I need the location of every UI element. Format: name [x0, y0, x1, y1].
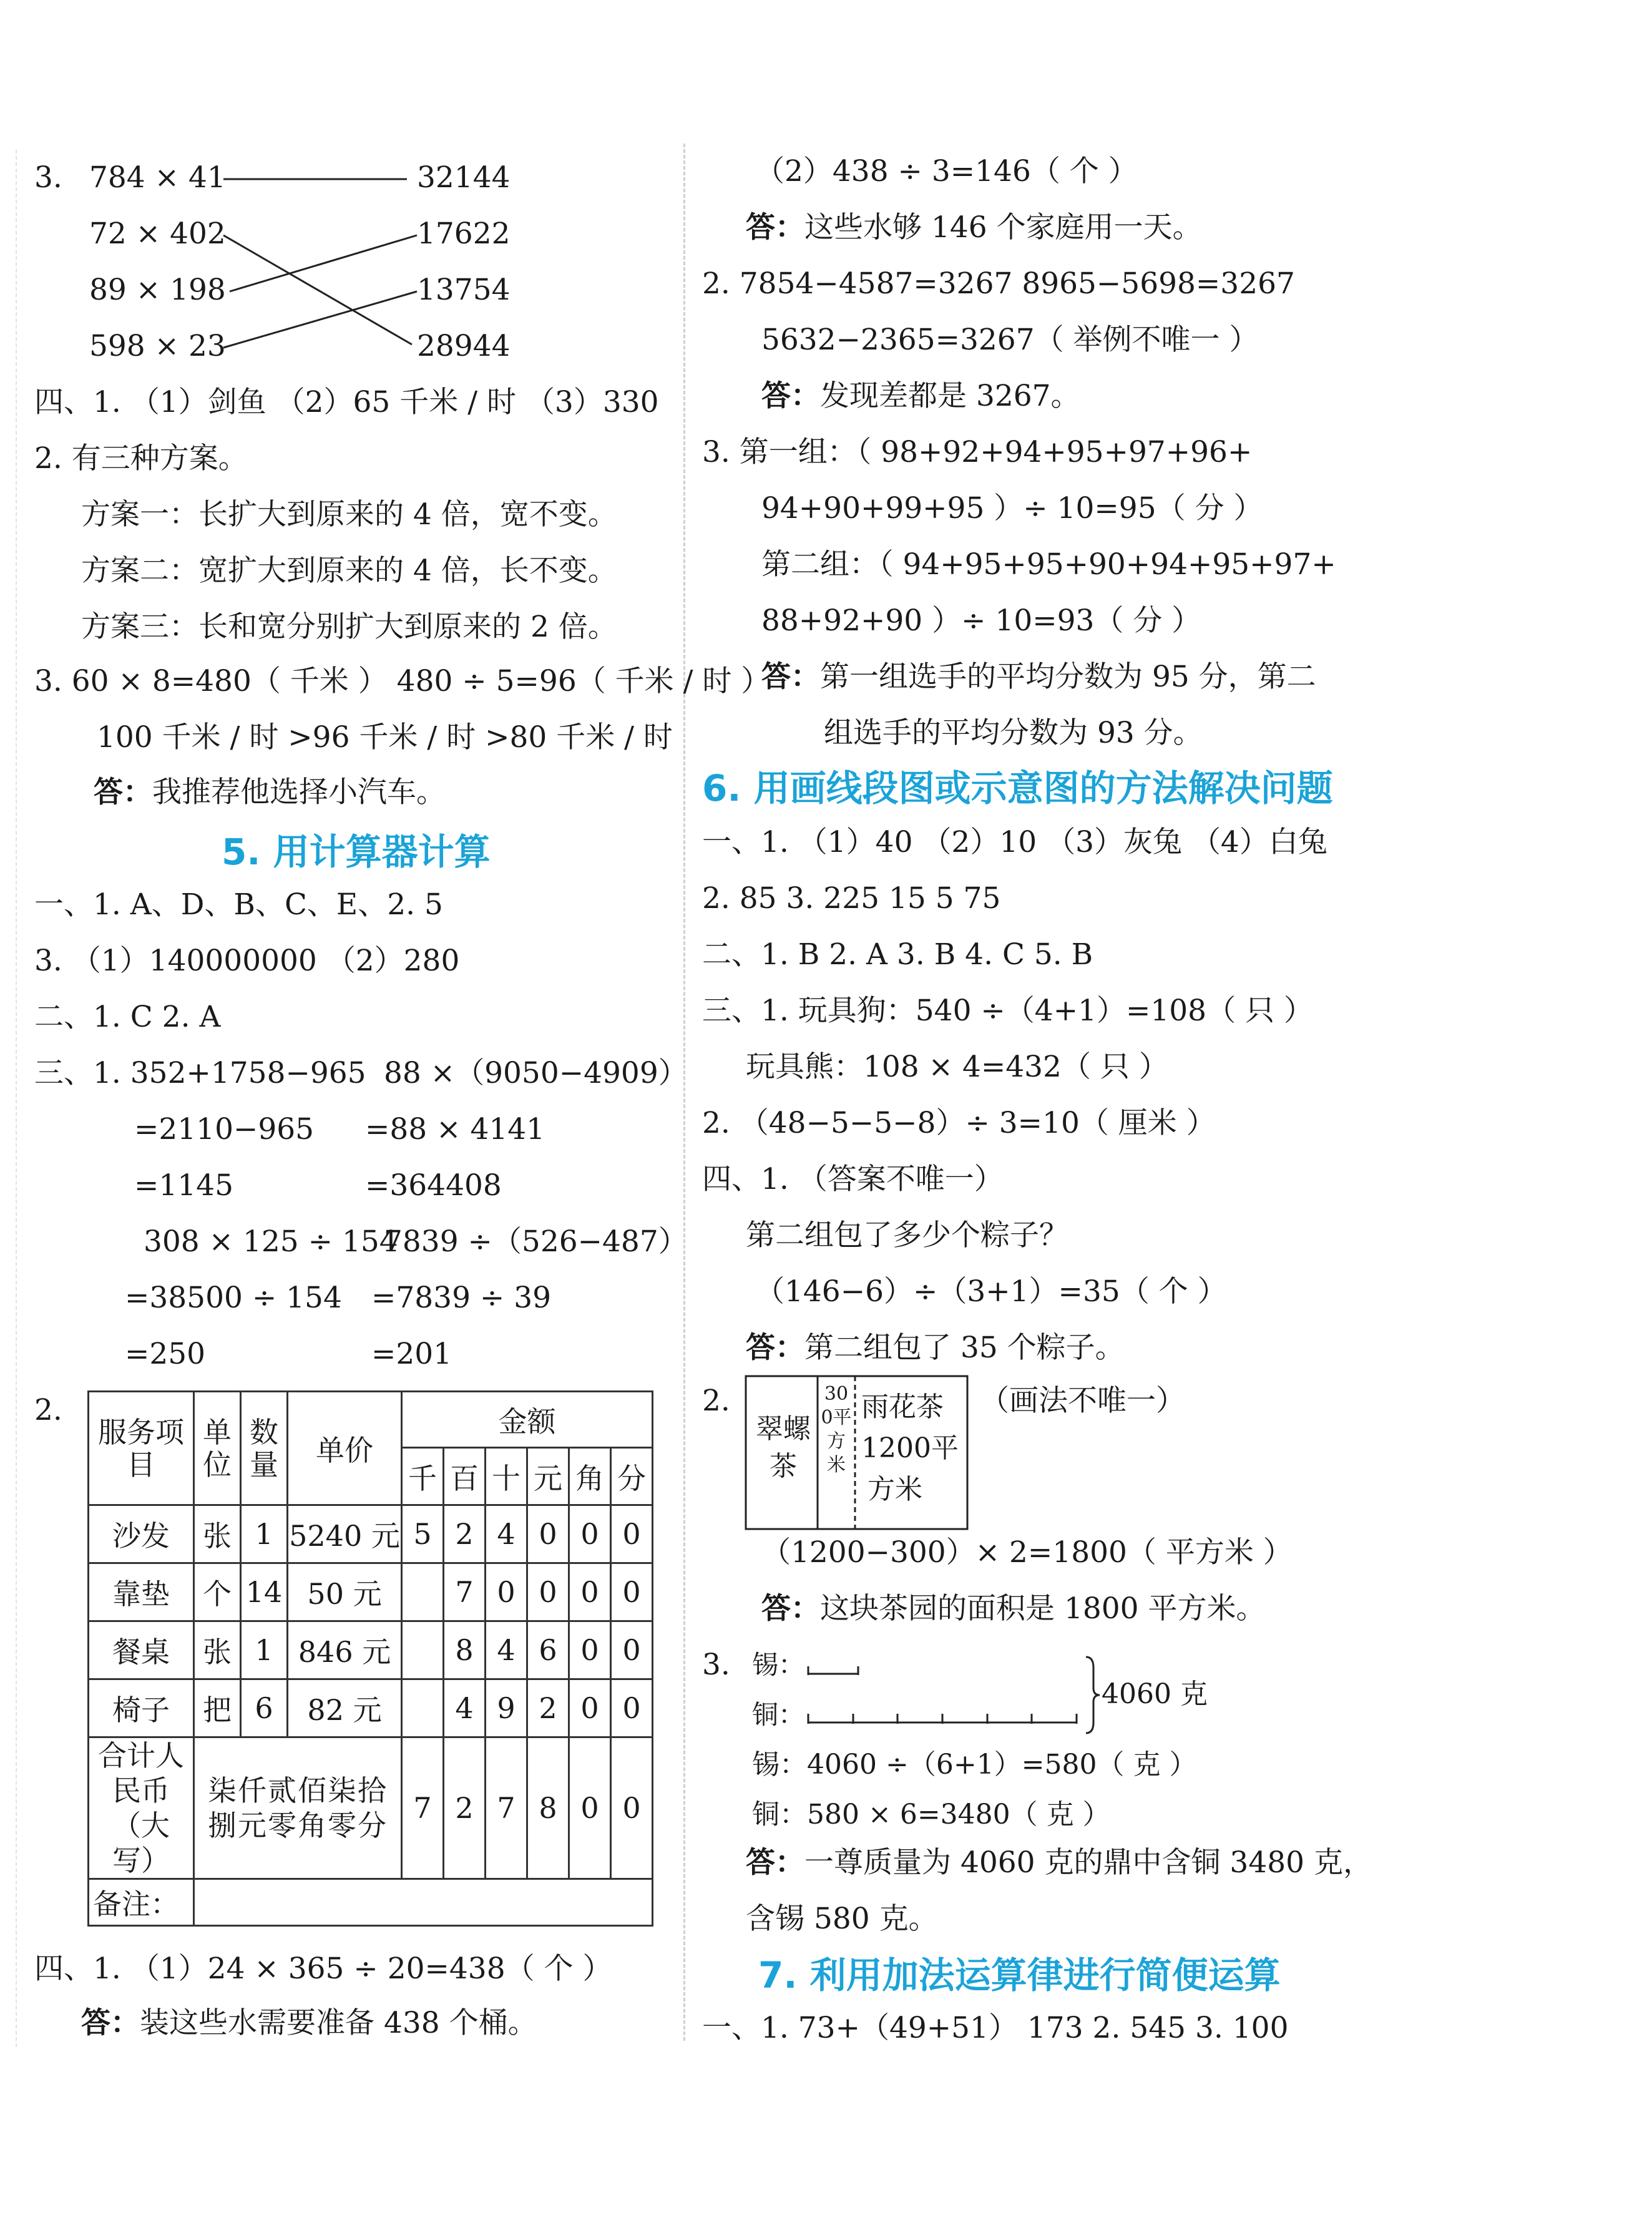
cell-unit: 张: [194, 1505, 241, 1563]
sec6-3: 二、1. B 2. A 3. B 4. C 5. B: [702, 937, 1093, 972]
cell-digit: 5: [402, 1505, 444, 1563]
cell-digit: 4: [486, 1505, 527, 1563]
sec5-2: 3. （1）140000000 （2）280: [34, 944, 460, 978]
sec6-8: 第二组包了多少个粽子？: [746, 1218, 1068, 1253]
diagram-right-l1: 雨花茶: [861, 1391, 944, 1423]
cell-digit: 0: [527, 1505, 569, 1563]
cell-note-label: 备注：: [89, 1879, 194, 1926]
cell-digit: 0: [611, 1563, 653, 1621]
th-digit: 千: [402, 1448, 444, 1505]
cell-digit: 0: [611, 1505, 653, 1563]
segment-copper: [808, 1714, 1077, 1724]
sec6-10: （1200−300）× 2=1800（ 平方米 ）: [761, 1535, 1293, 1570]
cell-item: 靠垫: [89, 1563, 194, 1621]
answer-text: 第二组包了 35 个粽子。: [804, 1331, 1125, 1365]
cell-qty: 14: [241, 1563, 288, 1621]
sec4-q1: 四、1. （1）剑鱼 （2）65 千米 / 时 （3）330: [34, 385, 659, 419]
cell-digit: 0: [611, 1679, 653, 1737]
calc-a6: =250: [125, 1337, 206, 1371]
answer-label: 答：: [761, 660, 820, 694]
answer-label: 答：: [746, 1845, 804, 1880]
calc-b5: =7839 ÷ 39: [371, 1281, 552, 1315]
sec4b-q1: 四、1. （1）24 × 365 ÷ 20=438（ 个 ）: [34, 1952, 612, 1986]
cell-digit: 2: [444, 1505, 486, 1563]
cell-digit: 8: [527, 1737, 569, 1879]
cell-digit: 0: [569, 1737, 611, 1879]
plan-1: 方案一：长扩大到原来的 4 倍，宽不变。: [81, 497, 617, 532]
sec6-9: （146−6）÷（3+1）=35（ 个 ）: [755, 1274, 1227, 1309]
calc-a5: =38500 ÷ 154: [125, 1281, 342, 1315]
answer-6: [746, 1329, 1125, 1367]
cell-digit: 9: [486, 1679, 527, 1737]
diagram-right-l3: 方米: [868, 1473, 922, 1505]
calc-a3: =1145: [134, 1168, 233, 1203]
match-right-3: 13754: [417, 273, 511, 307]
cell-digit: 4: [444, 1679, 486, 1737]
th-qty: 数量: [241, 1392, 288, 1505]
answer-text: 我推荐他选择小汽车。: [152, 775, 446, 809]
cell-price: 5240 元: [288, 1505, 402, 1563]
sec6-2: 2. 85 3. 225 15 5 75: [702, 881, 1001, 916]
answer-text: 这些水够 146 个家庭用一天。: [804, 210, 1202, 245]
th-digit: 角: [569, 1448, 611, 1505]
calc-b1: 88 ×（9050−4909）: [384, 1056, 688, 1090]
cell-digit: 0: [527, 1563, 569, 1621]
cell-note-value: [194, 1879, 653, 1926]
answer-5: [761, 658, 1316, 696]
table-row: [89, 1679, 653, 1737]
cell-digit: 0: [569, 1679, 611, 1737]
segment-tin: [808, 1666, 858, 1675]
invoice-table: [87, 1390, 653, 1927]
th-digit: 百: [444, 1448, 486, 1505]
match-right-2: 17622: [417, 217, 511, 251]
segment-tin-label: 锡：: [752, 1649, 805, 1680]
calc-b4: 7839 ÷（526−487）: [384, 1224, 688, 1259]
match-left-1: 784 × 41: [89, 160, 226, 195]
plan-2: 方案二：宽扩大到原来的 4 倍，长不变。: [81, 554, 617, 588]
diagram-right-l2: 1200平: [861, 1432, 959, 1464]
cell-price: 50 元: [288, 1563, 402, 1621]
answer-3: [746, 209, 1202, 247]
table-row: [89, 1621, 653, 1679]
sec4-q2: 2. 有三种方案。: [34, 441, 248, 476]
sec5-1: 一、1. A、D、B、C、E、2. 5: [34, 887, 443, 922]
cell-digit: 0: [569, 1505, 611, 1563]
cell-digit: [402, 1679, 444, 1737]
answer-label: 答：: [94, 775, 152, 809]
sec6-7: 四、1. （答案不唯一）: [702, 1162, 1004, 1196]
cell-digit: 0: [486, 1563, 527, 1621]
cell-digit: 7: [444, 1563, 486, 1621]
cell-total-label: 合计人民币（大写）: [89, 1737, 194, 1879]
table-note-row: [89, 1879, 653, 1926]
cell-digit: 7: [486, 1737, 527, 1879]
segment-brace: [1086, 1657, 1100, 1733]
cell-digit: [402, 1621, 444, 1679]
cell-digit: 0: [611, 1621, 653, 1679]
calc-a1: 三、1. 352+1758−965: [34, 1056, 366, 1090]
match-line-4: [223, 291, 417, 348]
answer-8: [746, 1844, 1372, 1882]
sec7-1: 一、1. 73+（49+51） 173 2. 545 3. 100: [702, 2011, 1289, 2045]
th-unit: 单位: [194, 1392, 241, 1505]
match-right-4: 28944: [417, 329, 511, 363]
cell-digit: 0: [569, 1563, 611, 1621]
sec6-6: 2. （48−5−5−8）÷ 3=10（ 厘米 ）: [702, 1106, 1216, 1140]
cell-total-words: 柒仟贰佰柒拾捌元零角零分: [194, 1737, 402, 1879]
match-left-2: 72 × 402: [89, 217, 226, 251]
sec6-11: 锡：4060 ÷（6+1）=580（ 克 ）: [752, 1749, 1197, 1781]
cell-item: 餐桌: [89, 1621, 194, 1679]
segment-total-label: 4060 克: [1102, 1678, 1208, 1710]
answer-text: 一尊质量为 4060 克的鼎中含铜 3480 克，: [804, 1845, 1372, 1880]
cell-digit: 2: [527, 1679, 569, 1737]
calc-a4: 308 × 125 ÷ 154: [144, 1224, 398, 1259]
th-price: 单价: [288, 1392, 402, 1505]
cell-qty: 1: [241, 1505, 288, 1563]
cell-qty: 6: [241, 1679, 288, 1737]
r-line-2: 2. 7854−4587=3267 8965−5698=3267: [702, 266, 1295, 301]
table-row: [89, 1563, 653, 1621]
cell-digit: 2: [444, 1737, 486, 1879]
answer-label: 答：: [746, 1331, 804, 1365]
answer-7: [761, 1590, 1266, 1628]
r-line-4: 3. 第一组：（ 98+92+94+95+97+96+: [702, 435, 1253, 469]
q3-number: 3.: [34, 160, 62, 195]
answer-label: 答：: [761, 379, 820, 413]
diagram-left-label: 翠螺茶: [756, 1413, 811, 1482]
cell-digit: 6: [527, 1621, 569, 1679]
section-heading-5: 5. 用计算器计算: [222, 831, 491, 873]
cell-unit: 把: [194, 1679, 241, 1737]
th-digit: 分: [611, 1448, 653, 1505]
segment-copper-label: 铜：: [752, 1699, 805, 1730]
answer-5-cont: 组选手的平均分数为 93 分。: [824, 716, 1203, 750]
cell-digit: 4: [486, 1621, 527, 1679]
sec4-q3: 3. 60 × 8=480（ 千米 ） 480 ÷ 5=96（ 千米 / 时 ）: [34, 664, 771, 698]
sec6-12: 铜：580 × 6=3480（ 克 ）: [752, 1799, 1110, 1830]
table-row: [89, 1505, 653, 1563]
calc-a2: =2110−965: [134, 1112, 315, 1146]
match-left-3: 89 × 198: [89, 273, 226, 307]
sec6-1: 一、1. （1）40 （2）10 （3）灰兔 （4）白兔: [702, 825, 1327, 859]
answer-text: 发现差都是 3267。: [820, 379, 1080, 413]
cell-unit: 张: [194, 1621, 241, 1679]
answer-text: 第一组选手的平均分数为 95 分，第二: [820, 660, 1316, 694]
table-number: 2.: [34, 1393, 62, 1427]
match-left-4: 598 × 23: [89, 329, 226, 363]
cell-qty: 1: [241, 1621, 288, 1679]
answer-label: 答：: [746, 210, 804, 245]
calc-b3: =364408: [365, 1168, 502, 1203]
sec5-3: 二、1. C 2. A: [34, 1000, 221, 1034]
match-line-3: [230, 235, 417, 291]
cell-digit: 8: [444, 1621, 486, 1679]
diagram-note: （画法不唯一）: [980, 1384, 1185, 1418]
sec6-4: 三、1. 玩具狗：540 ÷（4+1）=108（ 只 ）: [702, 994, 1313, 1028]
th-digit: 元: [527, 1448, 569, 1505]
cell-item: 椅子: [89, 1679, 194, 1737]
th-amount: 金额: [402, 1392, 653, 1448]
r-line-7: 88+92+90 ）÷ 10=93（ 分 ）: [761, 603, 1201, 638]
match-line-2: [223, 235, 412, 344]
cell-unit: 个: [194, 1563, 241, 1621]
cell-digit: 0: [611, 1737, 653, 1879]
match-right-1: 32144: [417, 160, 511, 195]
answer-8-cont: 含锡 580 克。: [746, 1902, 938, 1936]
answer-4: [761, 378, 1080, 415]
answer-2: [81, 2005, 537, 2042]
r-line-5: 94+90+99+95 ）÷ 10=95（ 分 ）: [761, 491, 1263, 525]
r-line-1: （2）438 ÷ 3=146（ 个 ）: [755, 154, 1138, 188]
diagram-number: 2.: [702, 1384, 730, 1418]
answer-label: 答：: [761, 1591, 820, 1626]
plan-3: 方案三：长和宽分别扩大到原来的 2 倍。: [81, 610, 617, 644]
answer-text: 装这些水需要准备 438 个桶。: [140, 2006, 537, 2040]
cell-digit: [402, 1563, 444, 1621]
cell-price: 846 元: [288, 1621, 402, 1679]
answer-1: [94, 774, 446, 811]
cell-digit: 0: [569, 1621, 611, 1679]
section-heading-7: 7. 利用加法运算律进行简便运算: [758, 1954, 1281, 1996]
th-digit: 十: [486, 1448, 527, 1505]
diagram-mid-label: 300平方米: [821, 1383, 852, 1476]
answer-label: 答：: [81, 2006, 140, 2040]
answer-text: 这块茶园的面积是 1800 平方米。: [820, 1591, 1266, 1626]
cell-price: 82 元: [288, 1679, 402, 1737]
table-total-row: [89, 1737, 653, 1879]
cell-digit: 7: [402, 1737, 444, 1879]
th-item: 服务项目: [89, 1392, 194, 1505]
calc-b6: =201: [371, 1337, 452, 1371]
segment-number: 3.: [702, 1648, 730, 1682]
calc-b2: =88 × 4141: [365, 1112, 545, 1146]
r-line-3: 5632−2365=3267（ 举例不唯一 ）: [761, 323, 1259, 357]
section-heading-6: 6. 用画线段图或示意图的方法解决问题: [702, 767, 1333, 809]
r-line-6: 第二组：（ 94+95+95+90+94+95+97+: [761, 547, 1336, 582]
speed-compare: 100 千米 / 时 >96 千米 / 时 >80 千米 / 时: [97, 720, 673, 755]
cell-item: 沙发: [89, 1505, 194, 1563]
sec6-5: 玩具熊：108 × 4=432（ 只 ）: [746, 1050, 1168, 1084]
